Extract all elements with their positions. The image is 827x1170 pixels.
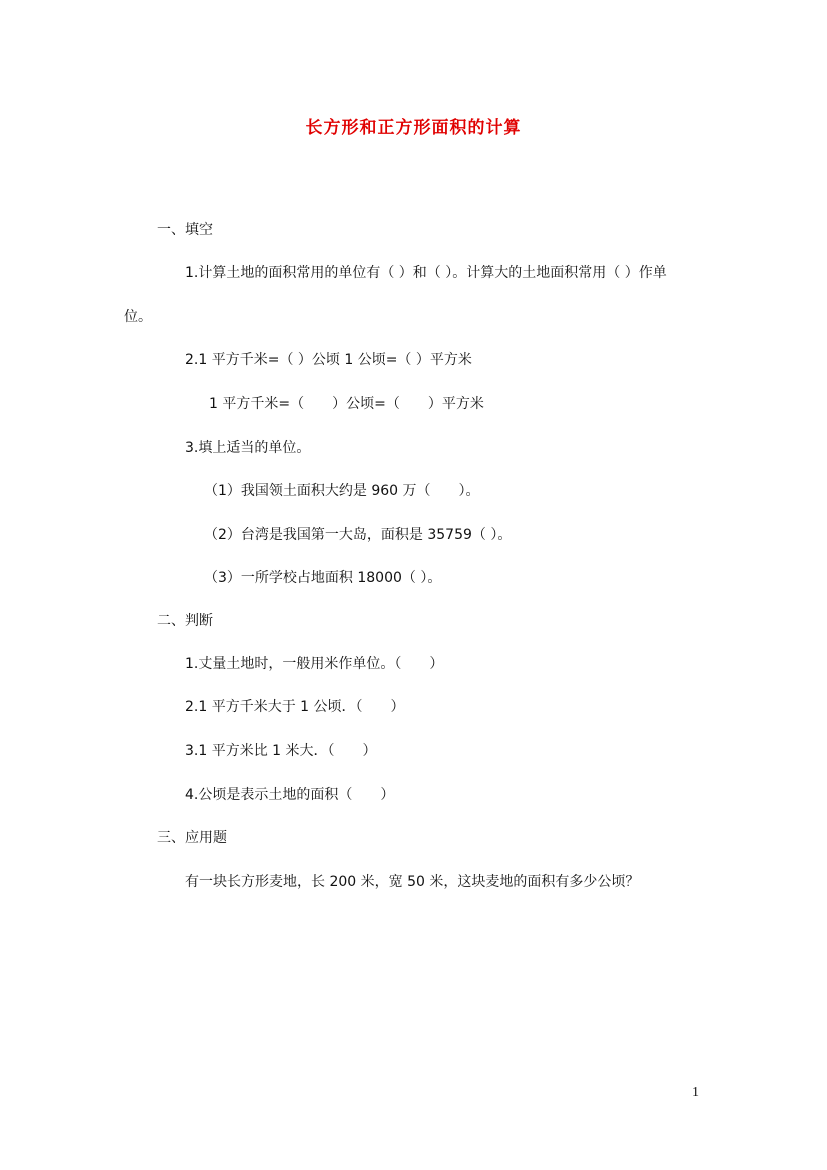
question-3-item-2: （2）台湾是我国第一大岛，面积是 35759（ ）。 xyxy=(204,527,512,543)
question-2-line-1: 2.1 平方千米=（ ）公顷 1 公顷=（ ）平方米 xyxy=(185,352,472,368)
question-2-line-2: 1 平方千米=（ ）公顷=（ ）平方米 xyxy=(209,396,484,412)
document-title: 长方形和正方形面积的计算 xyxy=(305,118,522,138)
page-number: 1 xyxy=(692,1085,699,1100)
question-1-line-2: 位。 xyxy=(124,309,152,325)
question-1-line-1: 1.计算土地的面积常用的单位有（ ）和（ ）。计算大的土地面积常用（ ）作单 xyxy=(185,265,667,281)
judge-item-3: 3.1 平方米比 1 米大．（ ） xyxy=(185,743,377,759)
judge-item-4: 4.公顷是表示土地的面积（ ） xyxy=(185,787,395,803)
section-heading-application: 三、应用题 xyxy=(157,830,227,846)
section-heading-judge: 二、判断 xyxy=(157,613,213,629)
question-3-item-3: （3）一所学校占地面积 18000（ ）。 xyxy=(204,570,442,586)
application-question: 有一块长方形麦地，长 200 米，宽 50 米，这块麦地的面积有多少公顷？ xyxy=(185,874,640,890)
question-3: 3.填上适当的单位。 xyxy=(185,440,311,456)
question-3-item-1: （1）我国领土面积大约是 960 万（ ）。 xyxy=(204,483,480,499)
judge-item-1: 1.丈量土地时，一般用米作单位。（ ） xyxy=(185,656,444,672)
section-heading-fill-blank: 一、填空 xyxy=(157,222,213,238)
judge-item-2: 2.1 平方千米大于 1 公顷．（ ） xyxy=(185,699,405,715)
